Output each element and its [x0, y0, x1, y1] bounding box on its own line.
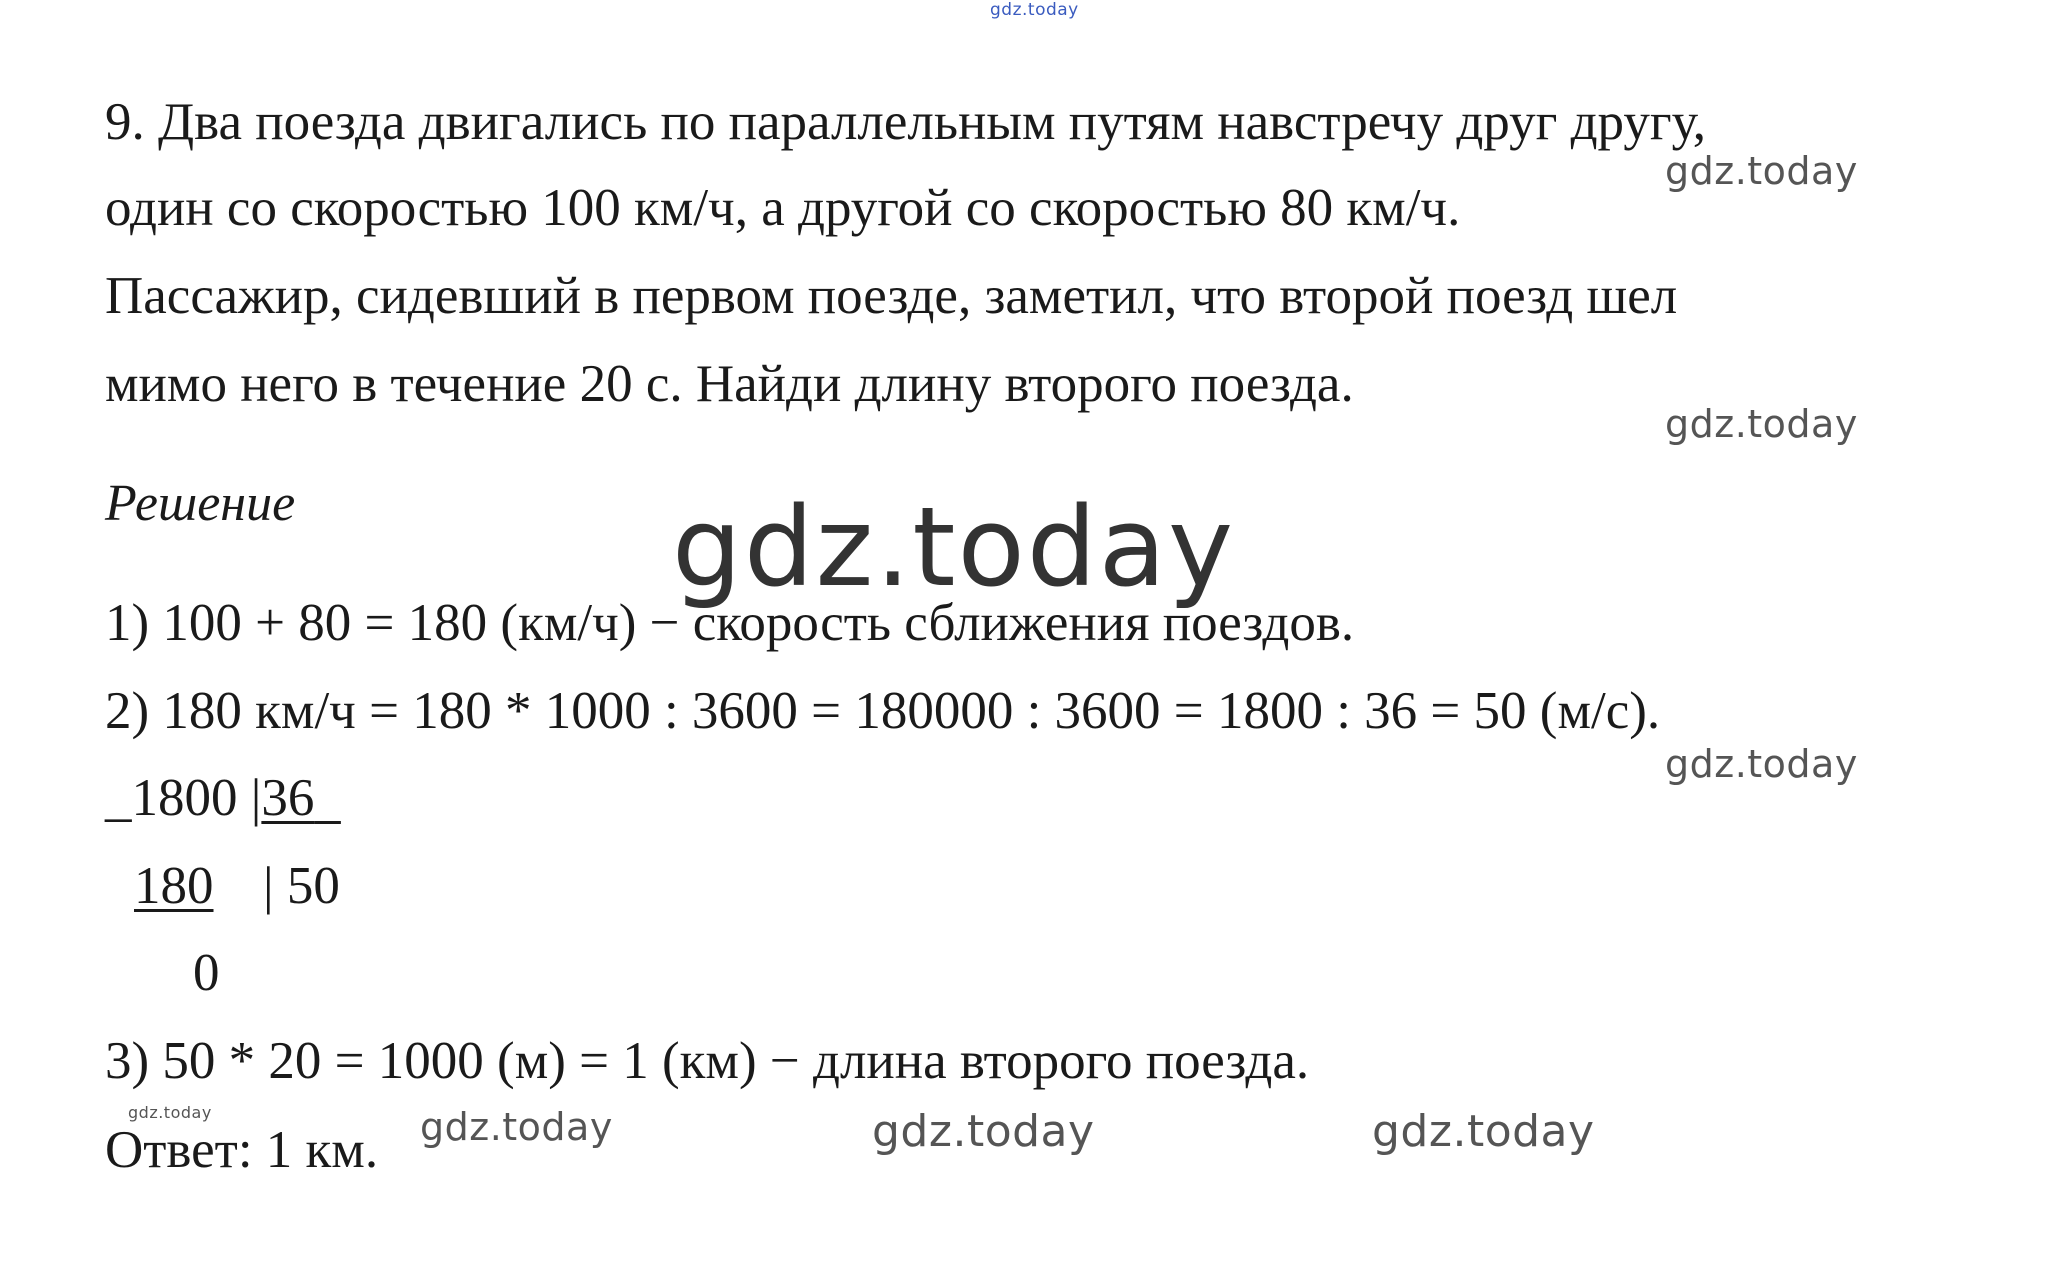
division-subtrahend: 180 [134, 857, 214, 915]
watermark-tiny-left: gdz.today [128, 1103, 212, 1122]
long-division-row-2-right [263, 857, 340, 915]
answer-line: Ответ: 1 км. [105, 1121, 379, 1179]
problem-line-3: Пассажир, сидевший в первом поезде, заметил, что второй поезд шел [105, 267, 1678, 325]
watermark-right-3: gdz.today [1665, 742, 1858, 786]
watermark-right-1: gdz.today [1665, 149, 1858, 193]
division-bar-2: | [263, 857, 274, 915]
problem-line-2: один со скоростью 100 км/ч, а другой со скоростью 80 км/ч. [105, 179, 1461, 237]
division-bar: | [250, 769, 262, 827]
solution-step-2: 2) 180 км/ч = 180 * 1000 : 3600 = 180000 : 3600 = 1800 : 36 = 50 (м/с). [105, 682, 1661, 740]
watermark-top: gdz.today [990, 0, 1079, 20]
watermark-right-2: gdz.today [1665, 402, 1858, 446]
division-divisor: 36 [261, 769, 315, 827]
division-remainder: 0 [193, 944, 220, 1002]
solution-heading: Решение [105, 475, 296, 532]
division-dividend: 1800 [131, 769, 238, 827]
solution-step-3: 3) 50 * 20 = 1000 (м) = 1 (км) − длина второго поезда. [105, 1032, 1310, 1090]
watermark-bottom-1: gdz.today [420, 1105, 613, 1149]
watermark-bottom-2: gdz.today [872, 1106, 1095, 1157]
problem-line-1: 9. Два поезда двигались по параллельным путям навстречу друг другу, [105, 93, 1707, 151]
division-minus-sign: _ [105, 769, 132, 827]
problem-line-4: мимо него в течение 20 с. Найди длину второго поезда. [105, 355, 1354, 413]
watermark-bottom-3: gdz.today [1372, 1106, 1595, 1157]
watermark-center-large: gdz.today [672, 483, 1236, 611]
long-division-row-2 [134, 857, 214, 915]
division-quotient: 50 [286, 857, 340, 915]
long-division-row-1 [105, 769, 341, 827]
solution-step-1: 1) 100 + 80 = 180 (км/ч) − скорость сближения поездов. [105, 594, 1355, 652]
